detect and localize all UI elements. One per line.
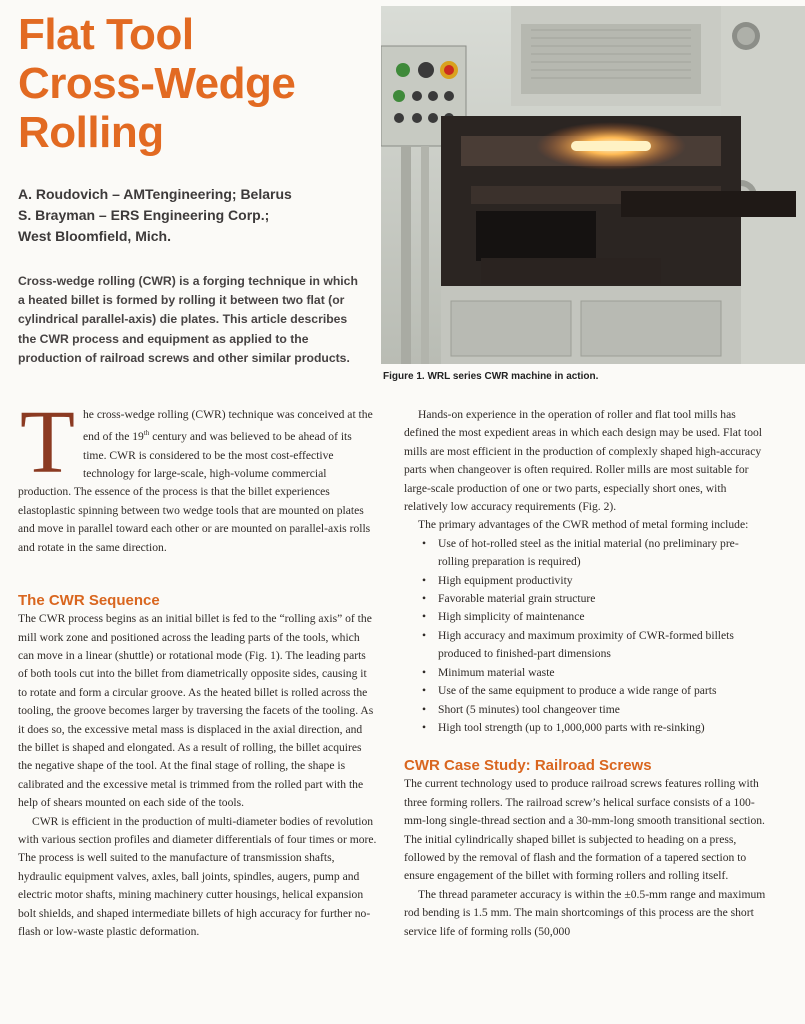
body-paragraph: CWR is efficient in the production of multi-diameter bodies of revolution with various section profiles and diameter differentials of four times or more. The process is well suited to the manufacture of transmission shafts, hydraulic equipment valves, axles, ball joints, spindles, augers, pump and electric motor shafts, mining machinery cutter housings, helical expansion bolt shields, and shaped intermediate billets of high accuracy for further no-flash or low-waste plastic deformation. [18,814,377,939]
intro-text-start: he cross-wedge rolling (CWR) technique was conceived at the end of the 19 [82,408,373,444]
body-paragraph: The thread parameter accuracy is within the ±0.5-mm range and maximum rod bending is 1.5 mm. The main shortcomings of this process are the short service life of forming rolls (50,000 [404,887,766,938]
drop-cap: T [20,393,75,492]
list-item: • High equipment productivity [422,572,769,590]
abstract: Cross-wedge rolling (CWR) is a forging technique in which a heated billet is formed by rolling it between two flat (or cylindrical parallel-axis) die plates. This article describes the CWR process and equipment as applied to the production of railroad screws and other similar products. [18,274,358,365]
list-item: • High tool strength (up to 1,000,000 parts with re-sinking) [422,719,769,737]
figure-1-machine-photo [381,6,805,364]
intro-paragraph [18,393,378,557]
section-heading-cwr-sequence: The CWR Sequence [18,592,160,610]
body-paragraph: The current technology used to produce railroad screws features rolling with three forming rollers. The railroad screw’s helical surface consists of a 100-mm-long single-thread section and a 30-mm-long smooth transitional section. The initial cylindrically shaped billet is subjected to heading on a press, followed by the removal of flash and the formation of a tapered section to ensure engagement of the billet with forming rollers and rolling itself. [404,777,765,883]
article-title [18,10,368,157]
list-item: • Minimum material waste [422,664,769,682]
title-line: Cross-Wedge [18,59,296,108]
list-item: • High accuracy and maximum proximity of CWR-formed billets produced to finished-part dimensions [422,627,769,664]
section-heading-case-study: CWR Case Study: Railroad Screws [404,757,652,775]
title-line: Flat Tool [18,10,194,59]
intro-text-end: century and was believed to be ahead of its time. CWR is considered to be the most cost-effective technology for large-scale, high-volume commercial production. The essence of the process is that the billet experiences elastoplastic spinning between two wedge tools that are mounted on plates and move in parallel toward each other or are mounted on parallel-axis rolls and rotate in the same direction. [18,430,371,554]
list-item: • Short (5 minutes) tool changeover time [422,701,769,719]
list-item: • High simplicity of maintenance [422,608,769,626]
author-list [18,184,368,247]
list-item: • Favorable material grain structure [422,590,769,608]
list-item: • Use of hot-rolled steel as the initial material (no preliminary pre-rolling preparation is required) [422,535,769,572]
title-line: Rolling [18,108,164,157]
author-line: S. Brayman – ERS Engineering Corp.; [18,207,270,223]
body-paragraph: The primary advantages of the CWR method of metal forming include: [418,518,749,532]
figure-caption: Figure 1. WRL series CWR machine in action. [383,371,599,382]
right-column [404,406,769,941]
intro-superscript: th [143,429,150,438]
body-paragraph: The CWR process begins as an initial billet is fed to the “rolling axis” of the mill work zone and positioned across the leading parts of the tools, which can move in a linear (shuttle) or rotational mode (Fig. 1). The leading parts of both tools cut into the billet from diametrically opposite sides, causing it to rotate and form a circular groove. As the heated billet is rolled across the tooling, the groove becomes larger by traversing the facets of the tooling. As it does so, the excessive metal mass is displaced in the axial direction, and the billet is shaped and elongated. As a result of rolling, the billet acquires the negative shape of the tool. At the final stage of rolling, the shape is calibrated and the excessive metal is trimmed from the rolled part with the help of shears mounted on each side of the tools. [18,612,374,810]
left-column [18,393,378,941]
author-line: A. Roudovich – AMTengineering; Belarus [18,186,292,202]
author-line: West Bloomfield, Mich. [18,228,171,244]
advantages-list [404,535,769,737]
body-paragraph: Hands-on experience in the operation of roller and flat tool mills has defined the most expedient areas in which each design may be used. Flat tool mills are most efficient in the production of complexly shaped high-accuracy parts when changeover is often required. Roller mills are most suitable for large-scale production of one or two parts, especially short ones, with relatively low accuracy requirements (Fig. 2). [404,408,763,514]
list-item: • Use of the same equipment to produce a wide range of parts [422,682,769,700]
